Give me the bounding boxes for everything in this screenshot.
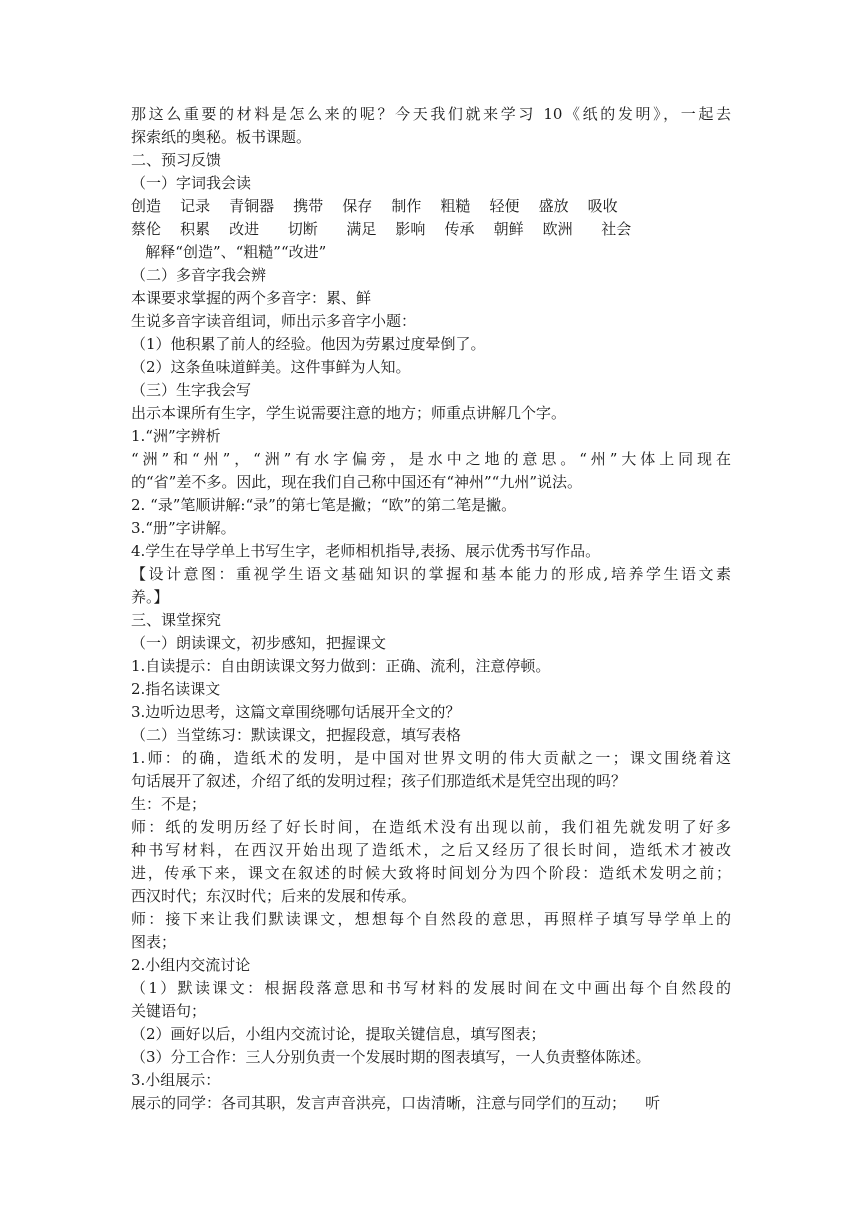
subsection-heading: （一）字词我会读 xyxy=(131,174,252,192)
document-page xyxy=(131,103,731,1115)
text-line: 3.边听边思考，这篇文章围绕哪句话展开全文的？ xyxy=(131,703,461,721)
text-line: 西汉时代；东汉时代；后来的发展和传承。 xyxy=(131,887,417,905)
subsection-heading: （一）朗读课文，初步感知，把握课文 xyxy=(131,634,387,652)
text-line: 图表； xyxy=(131,933,177,951)
text-line: “洲”和“州”，“洲”有水字偏旁，是水中之地的意思。“州”大体上同现在 xyxy=(131,450,731,468)
text-line: 2. “录”笔顺讲解:“录”的第七笔是撇；“欧”的第二笔是撇。 xyxy=(131,496,517,514)
text-line: （2）画好以后，小组内交流讨论，提取关键信息，填写图表； xyxy=(131,1025,546,1043)
text-line: 那这么重要的材料是怎么来的呢？今天我们就来学习 10《纸的发明》，一起去 xyxy=(131,105,731,123)
subsection-heading: （二）多音字我会辨 xyxy=(131,266,267,284)
text-line: 3.“册”字讲解。 xyxy=(131,519,236,537)
text-line: （1）默读课文：根据段落意思和书写材料的发展时间在文中画出每个自然段的 xyxy=(131,979,731,997)
text-line: （1）他积累了前人的经验。他因为劳累过度晕倒了。 xyxy=(131,335,486,353)
text-line: 2.指名读课文 xyxy=(131,680,221,698)
subsection-heading: （三）生字我会写 xyxy=(131,381,252,399)
text-line: 进，传承下来，课文在叙述的时候大致将时间划分为四个阶段：造纸术发明之前； xyxy=(131,864,731,882)
text-line: 生：不是； xyxy=(131,795,207,813)
vocabulary-row: 蔡伦 积累 改进 切断 满足 影响 传承 朝鲜 欧洲 社会 xyxy=(131,220,632,238)
text-line: 1.师：的确，造纸术的发明，是中国对世界文明的伟大贡献之一；课文围绕着这 xyxy=(131,749,731,767)
text-line: （3）分工合作：三人分别负责一个发展时期的图表填写，一人负责整体陈述。 xyxy=(131,1048,651,1066)
design-intent-line: 【设计意图：重视学生语文基础知识的掌握和基本能力的形成,培养学生语文素 xyxy=(131,565,731,583)
text-line: 句话展开了叙述，介绍了纸的发明过程；孩子们那造纸术是凭空出现的吗？ xyxy=(131,772,627,790)
text-line: 1.“洲”字辨析 xyxy=(131,427,221,445)
text-line: 的“省”差不多。因此，现在我们自己称中国还有“神州”“九州”说法。 xyxy=(131,473,583,491)
text-line: 师：接下来让我们默读课文，想想每个自然段的意思，再照样子填写导学单上的 xyxy=(131,910,731,928)
subsection-heading: （二）当堂练习：默读课文，把握段意，填写表格 xyxy=(131,726,462,744)
text-line: 解释“创造”、“粗糙”“改进” xyxy=(131,243,327,261)
text-line: 展示的同学：各司其职，发言声音洪亮，口齿清晰，注意与同学们的互动； 听 xyxy=(131,1094,661,1112)
text-line: 师：纸的发明历经了好长时间，在造纸术没有出现以前，我们祖先就发明了好多 xyxy=(131,818,731,836)
design-intent-line: 养。】 xyxy=(131,588,169,606)
text-line: 4.学生在导学单上书写生字，老师相机指导,表扬、展示优秀书写作品。 xyxy=(131,542,601,560)
text-line: 关键语句； xyxy=(131,1002,207,1020)
text-line: 种书写材料，在西汉开始出现了造纸术，之后又经历了很长时间，造纸术才被改 xyxy=(131,841,731,859)
text-line: 1.自读提示：自由朗读课文努力做到：正确、流利，注意停顿。 xyxy=(131,657,551,675)
text-line: 本课要求掌握的两个多音字：累、鲜 xyxy=(131,289,372,307)
text-line: 2.小组内交流讨论 xyxy=(131,956,251,974)
section-heading: 三、课堂探究 xyxy=(131,611,222,629)
vocabulary-row: 创造 记录 青铜器 携带 保存 制作 粗糙 轻便 盛放 吸收 xyxy=(131,197,618,215)
text-line: 生说多音字读音组词，师出示多音字小题： xyxy=(131,312,417,330)
text-line: 探索纸的奥秘。板书课题。 xyxy=(131,128,312,146)
text-line: （2）这条鱼味道鲜美。这件事鲜为人知。 xyxy=(131,358,411,376)
text-line: 3.小组展示： xyxy=(131,1071,221,1089)
section-heading: 二、预习反馈 xyxy=(131,151,222,169)
text-line: 出示本课所有生字，学生说需要注意的地方；师重点讲解几个字。 xyxy=(131,404,567,422)
